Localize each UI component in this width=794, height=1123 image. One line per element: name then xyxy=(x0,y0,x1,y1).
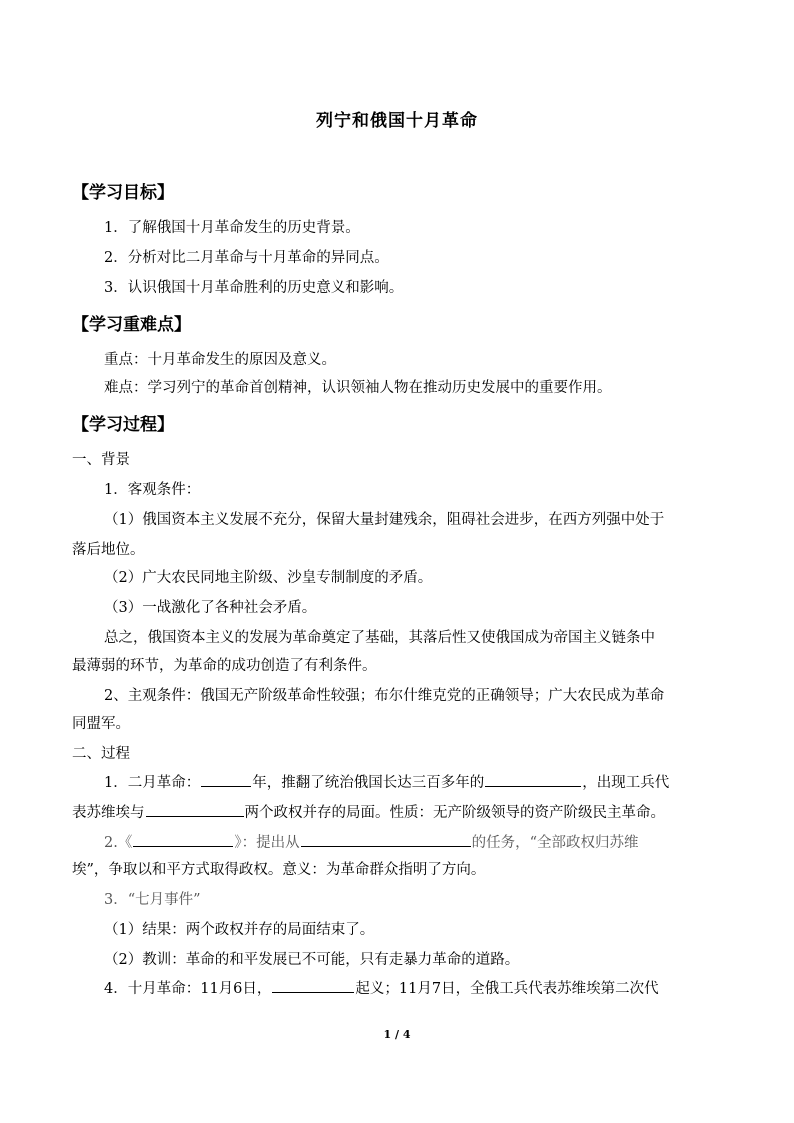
fill-blank[interactable] xyxy=(133,832,233,847)
goal-item: 2．分析对比二月革命与十月革命的异同点。 xyxy=(104,250,389,266)
background-heading: 一、背景 xyxy=(72,452,130,468)
october-text: 起义；11月7日，全俄工兵代表苏维埃第二次代 xyxy=(355,981,659,997)
process-subheading: 二、过程 xyxy=(72,746,130,762)
summary-line-1: 总之，俄国资本主义的发展为革命奠定了基础，其落后性又使俄国成为帝国主义链条中 xyxy=(104,630,655,646)
july-lesson: （2）教训：革命的和平发展已不可能，只有走暴力革命的道路。 xyxy=(104,952,520,968)
april-text: 》：提出从 xyxy=(234,835,300,851)
subjective-line-1: 2、主观条件：俄国无产阶级革命性较强；布尔什维克党的正确领导；广大农民成为革命 xyxy=(104,688,665,704)
april-label: 2.《 xyxy=(104,835,133,851)
october-text: 4．十月革命：11月6日， xyxy=(104,981,272,997)
objective-item-1a: （1）俄国资本主义发展不充分，保留大量封建残余，阻碍社会进步，在西方列强中处于 xyxy=(104,512,665,528)
summary-line-2: 最薄弱的环节，为革命的成功创造了有利条件。 xyxy=(72,658,377,674)
objective-label: 1．客观条件： xyxy=(104,482,201,498)
fill-blank[interactable] xyxy=(301,832,471,847)
february-revolution-line-2 xyxy=(72,802,665,823)
fill-blank[interactable] xyxy=(201,772,251,787)
july-events-label: 3．“七月事件” xyxy=(104,892,201,908)
february-text: 年，推翻了统治俄国长达三百多年的 xyxy=(252,775,485,791)
subjective-line-2: 同盟军。 xyxy=(72,716,130,732)
february-text: 两个政权并存的局面。性质：无产阶级领导的资产阶级民主革命。 xyxy=(244,805,665,821)
february-label: 1．二月革命： xyxy=(104,775,201,791)
objective-item-1b: 落后地位。 xyxy=(72,542,145,558)
fill-blank[interactable] xyxy=(485,772,581,787)
february-revolution-line-1 xyxy=(104,772,669,793)
objective-item-3: （3）一战激化了各种社会矛盾。 xyxy=(104,600,317,616)
goal-item: 3．认识俄国十月革命胜利的历史意义和影响。 xyxy=(104,280,404,296)
fill-blank[interactable] xyxy=(272,978,354,993)
key-points-heading: 【学习重难点】 xyxy=(72,315,191,335)
february-text: ，出现工兵代 xyxy=(582,775,670,791)
february-text: 表苏维埃与 xyxy=(72,805,145,821)
goal-item: 1．了解俄国十月革命发生的历史背景。 xyxy=(104,220,360,236)
process-heading: 【学习过程】 xyxy=(72,415,174,435)
fill-blank[interactable] xyxy=(146,802,244,817)
objective-item-2: （2）广大农民同地主阶级、沙皇专制制度的矛盾。 xyxy=(104,570,433,586)
april-theses-line-2: 埃”，争取以和平方式取得政权。意义：为革命群众指明了方向。 xyxy=(72,862,486,878)
october-revolution-line xyxy=(104,978,659,999)
difficult-point: 难点：学习列宁的革命首创精神，认识领袖人物在推动历史发展中的重要作用。 xyxy=(104,380,612,396)
april-theses-line-1 xyxy=(104,832,639,853)
april-text: 的任务，“全部政权归苏维 xyxy=(471,835,639,851)
page-title: 列宁和俄国十月革命 xyxy=(316,111,478,131)
july-result: （1）结果：两个政权并存的局面结束了。 xyxy=(104,922,375,938)
page-number: 1 / 4 xyxy=(383,1028,411,1041)
key-point: 重点：十月革命发生的原因及意义。 xyxy=(104,352,336,368)
goals-heading: 【学习目标】 xyxy=(72,183,174,203)
